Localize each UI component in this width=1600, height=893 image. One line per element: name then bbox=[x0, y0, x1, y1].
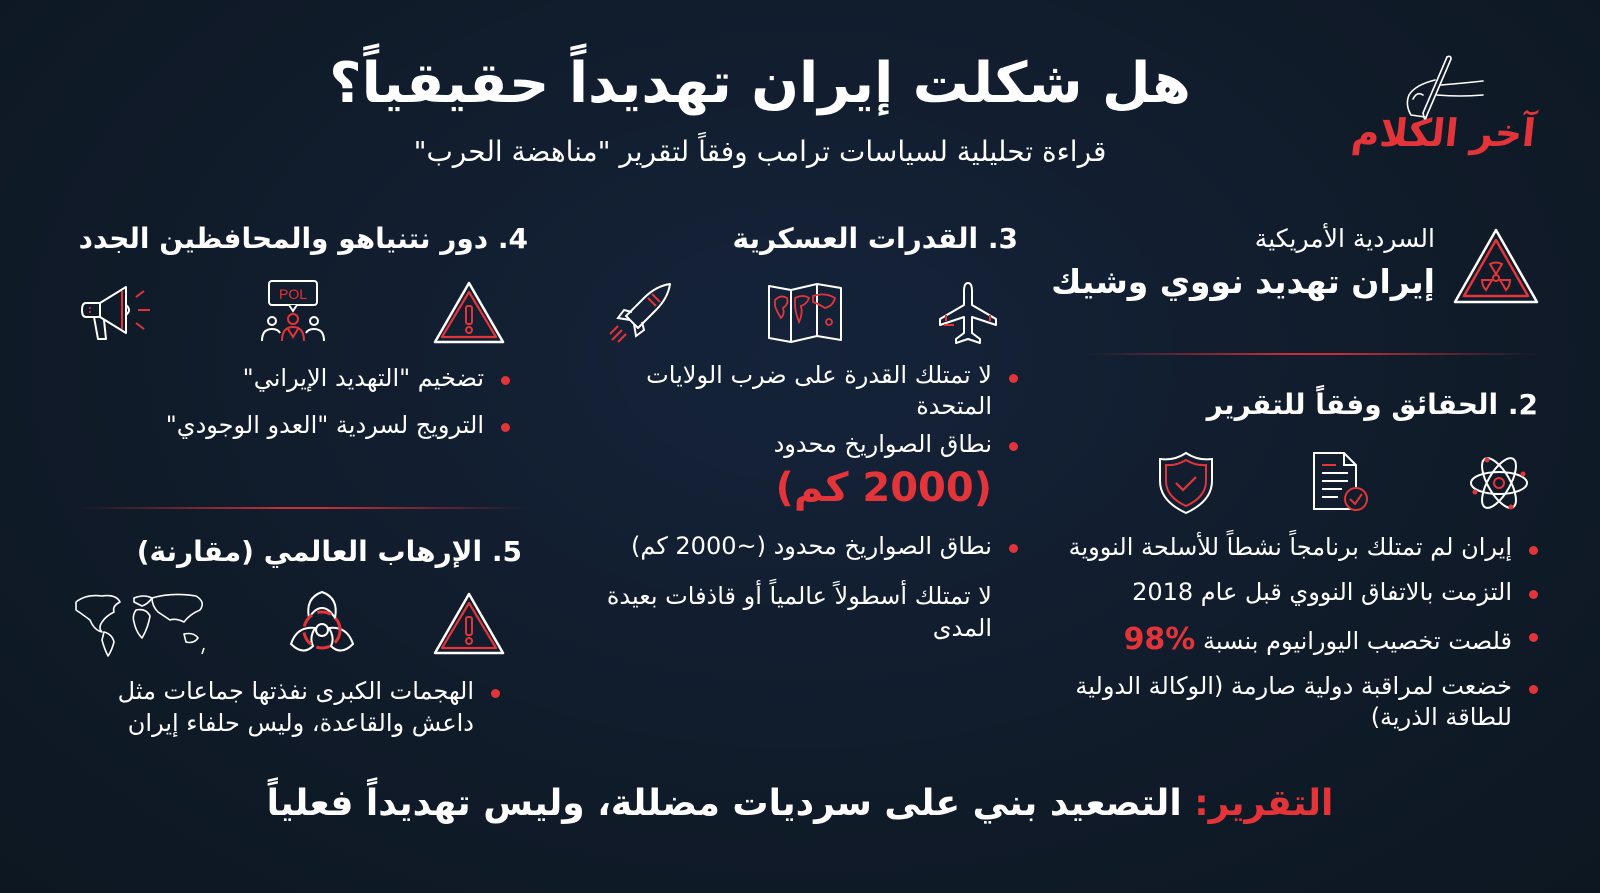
pol-label: POL bbox=[278, 285, 308, 302]
list-item: نطاق الصواريخ محدود (~2000 كم) bbox=[598, 530, 1018, 562]
list-item: نطاق الصواريخ محدود (2000 كم) bbox=[598, 428, 1018, 514]
radiation-warning-icon bbox=[1452, 226, 1540, 306]
section5-bullets bbox=[72, 675, 522, 740]
document-check-icon bbox=[1310, 451, 1372, 515]
section2-bullets bbox=[1058, 532, 1538, 734]
biohazard-icon bbox=[283, 588, 361, 660]
list-item: قلصت تخصيب اليورانيوم بنسبة 98% bbox=[1058, 619, 1538, 661]
list-item: التزمت بالاتفاق النووي قبل عام 2018 bbox=[1058, 576, 1538, 610]
section-terrorism bbox=[72, 535, 522, 749]
section4-icons bbox=[78, 256, 528, 356]
list-item: لا تمتلك القدرة على ضرب الولايات المتحدة bbox=[598, 360, 1018, 422]
list-item: الهجمات الكبرى نفذتها جماعات مثل داعش والقاعدة، وليس حلفاء إيران bbox=[72, 675, 500, 740]
page-title: هل شكلت إيران تهديداً حقيقياً؟ bbox=[329, 51, 1191, 116]
section1-label: السردية الأمريكية bbox=[1254, 224, 1435, 253]
section1-headline: إيران تهديد نووي وشيك bbox=[1051, 262, 1435, 301]
missile-icon bbox=[608, 280, 674, 346]
section3-icons bbox=[598, 256, 1018, 352]
section5-heading: 5. الإرهاب العالمي (مقارنة) bbox=[136, 535, 522, 568]
politics-group-icon bbox=[260, 279, 326, 347]
missile-range-highlight: (2000 كم) bbox=[775, 464, 992, 511]
section-facts bbox=[1058, 388, 1538, 744]
warning-icon bbox=[432, 591, 506, 657]
section-divider bbox=[78, 507, 528, 509]
list-item: الترويج لسردية "العدو الوجودي" bbox=[78, 409, 510, 443]
shield-check-icon bbox=[1158, 451, 1214, 515]
section-netanyahu bbox=[78, 222, 528, 453]
list-item: إيران لم تمتلك برنامجاً نشطاً للأسلحة النووية bbox=[1058, 532, 1538, 562]
airplane-icon bbox=[936, 281, 1000, 345]
logo-text: آخر الكلام bbox=[1349, 111, 1538, 155]
section2-heading: 2. الحقائق وفقاً للتقرير bbox=[1206, 388, 1538, 421]
section-military bbox=[598, 222, 1018, 655]
conclusion-label: التقرير: bbox=[1194, 783, 1334, 824]
world-map-icon bbox=[72, 588, 212, 660]
section2-icons bbox=[1058, 422, 1538, 522]
list-item: خضعت لمراقبة دولية صارمة (الوكالة الدولية للطاقة الذرية) bbox=[1058, 671, 1538, 733]
conclusion-banner bbox=[200, 782, 1400, 825]
section3-bullets bbox=[598, 360, 1018, 645]
megaphone-icon bbox=[80, 283, 154, 343]
brand-logo bbox=[1325, 55, 1545, 155]
uranium-percentage: 98% bbox=[1123, 622, 1196, 658]
section4-heading: 4. دور نتنياهو والمحافظين الجدد bbox=[78, 222, 528, 255]
section3-heading: 3. القدرات العسكرية bbox=[732, 222, 1018, 255]
section-american-narrative bbox=[1051, 222, 1540, 312]
list-item: تضخيم "التهديد الإيراني" bbox=[78, 362, 510, 396]
world-map-icon bbox=[767, 282, 843, 344]
section4-bullets bbox=[78, 362, 528, 443]
list-item: لا تمتلك أسطولاً عالمياً أو قاذفات بعيدة المدى bbox=[606, 581, 992, 643]
section-divider bbox=[1085, 353, 1540, 355]
page-subtitle: قراءة تحليلية لسياسات ترامب وفقاً لتقرير "مناهضة الحرب" bbox=[413, 135, 1107, 168]
section5-icons bbox=[72, 569, 522, 665]
warning-icon bbox=[432, 280, 506, 346]
conclusion-text: التصعيد بني على سرديات مضللة، وليس تهديداً فعلياً bbox=[266, 783, 1182, 824]
atom-icon bbox=[1468, 452, 1530, 514]
